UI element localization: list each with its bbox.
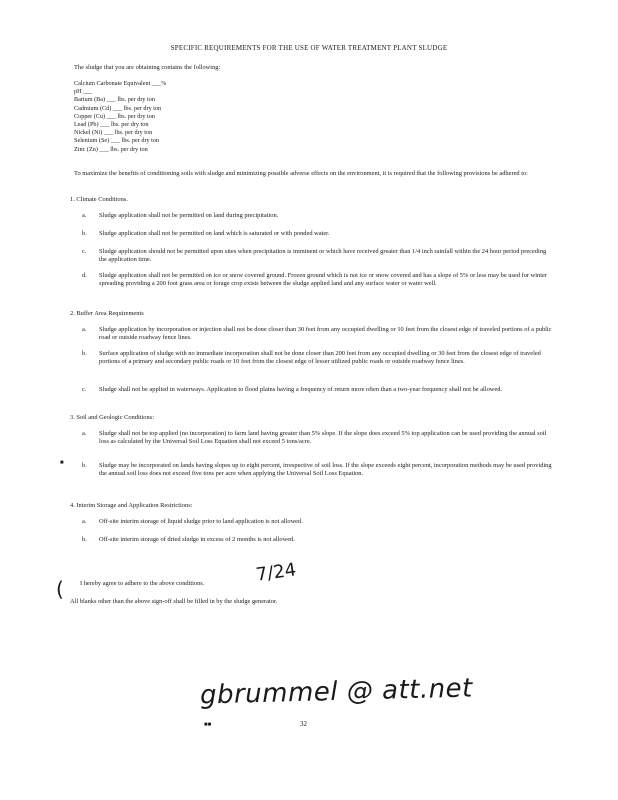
list-item	[82, 326, 552, 342]
item-text: Sludge may be incorporated on lands having slopes up to eight percent, irrespective of soil loss. If the slope exceeds eight percent, incorporation methods may be used providing the annual soil loss does not exceed five tons per acre when applying the Universal Soil Loss Equation.	[99, 462, 552, 477]
section-heading: 3. Soil and Geologic Conditions:	[70, 414, 154, 421]
component-item: Nickel (Ni) ___ lbs. per dry ton	[74, 129, 153, 137]
component-item: Cadmium (Cd) ___ lbs. per dry ton	[74, 104, 162, 112]
item-letter: a.	[82, 212, 87, 219]
item-letter: a.	[82, 430, 87, 437]
document-title: SPECIFIC REQUIREMENTS FOR THE USE OF WATER TREATMENT PLANT SLUDGE	[170, 44, 448, 52]
list-item	[82, 536, 552, 544]
component-list	[74, 80, 166, 154]
list-item	[82, 272, 552, 288]
list-item	[82, 462, 552, 478]
item-text: Sludge shall not be top applied (no incorporation) to farm land having greater than 5% slope. If the slope does exceed 5% top application can be used providing the annual soil loss as calculated by the Universal Soil Loss Equation shall not exceed 5 tons/acre.	[99, 430, 547, 445]
item-text: Sludge application should not be permitted upon sites when precipitation is imminent or which have received greater than 1/4 inch rainfall within the 24 hour period preceding the application time.	[99, 248, 547, 263]
component-item: Zinc (Zn) ___ lbs. per dry ton	[74, 145, 148, 153]
item-text: Sludge application shall not be permitted on ice or snow covered ground. Frozen ground which is not ice or snow covered and has a slope of 5% or less may be used for winter spreading providing a 200 foot grass area or forage crop exists between the sludge applied land and any surface water or water well.	[99, 272, 547, 287]
handwritten-email: gbrummel @ att.net	[199, 673, 474, 711]
component-item: Calcium Carbonate Equivalent ___%	[74, 80, 167, 87]
list-item	[82, 248, 552, 264]
item-letter: c.	[82, 386, 87, 393]
component-item: Barium (Ba) ___ lbs. per dry ton	[74, 96, 155, 104]
section-heading: 2. Buffer Area Requirements	[70, 310, 144, 317]
item-text: Sludge application by incorporation or injection shall not be done closer than 30 feet from any occupied dwelling or 10 feet from the closest edge of traveled portions of a public road or outside roadway fence lines.	[99, 326, 552, 341]
list-item	[82, 518, 552, 526]
item-letter: a.	[82, 326, 87, 333]
item-letter: b.	[82, 350, 87, 357]
list-item	[82, 350, 552, 366]
item-text: Surface application of sludge with no immediate incorporation shall not be done closer than 200 feet from any occupied dwelling or 30 feet from the closest edge of traveled portions of a primary and secondary public roads or 10 feet from the closest edge of lesser utilized public roads or outside roadway fence lines.	[99, 350, 541, 365]
component-item: Lead (Pb) ___ lbs. per dry ton	[74, 121, 149, 129]
item-text: Off-site interim storage of dried sludge in excess of 2 months is not allowed.	[99, 536, 295, 543]
page-number: 32	[300, 720, 307, 728]
item-letter: d.	[82, 272, 87, 279]
agreement-statement: I hereby agree to adhere to the above conditions.	[80, 580, 205, 587]
margin-mark: ■	[60, 460, 64, 466]
list-item	[82, 212, 552, 220]
requirements-paragraph: To maximize the benefits of conditioning soils with sludge and minimizing possible adverse effects on the environment, it is required that the following provisions be adhered to:	[74, 170, 528, 177]
list-item	[82, 386, 552, 394]
component-item: Copper (Cu) ___ lbs. per dry ton	[74, 112, 155, 120]
item-letter: b.	[82, 462, 87, 469]
item-text: Sludge application shall not be permitted on land which is saturated or with ponded water.	[99, 230, 330, 237]
intro-text: The sludge that you are obtaining contains the following:	[74, 64, 221, 71]
item-text: Sludge application shall not be permitted on land during precipitation.	[99, 212, 279, 219]
item-letter: b.	[82, 536, 87, 543]
component-item: pH ___	[74, 88, 93, 96]
footer-note: All blanks other than the above sign-off shall be filled in by the sludge generator.	[70, 598, 278, 605]
item-letter: c.	[82, 248, 87, 255]
handwritten-date: 7/24	[254, 559, 298, 586]
item-text: Off-site interim storage of liquid sludge prior to land application is not allowed.	[99, 518, 303, 525]
item-letter: b.	[82, 230, 87, 237]
component-item: Selenium (Se) ___ lbs. per dry ton	[74, 137, 160, 145]
section-heading: 1. Climate Conditions.	[70, 196, 128, 203]
list-item	[82, 430, 552, 446]
margin-mark: ■■	[204, 722, 212, 728]
item-text: Sludge shall not be applied in waterways. Application to flood plains having a frequency of return more often than a two-year frequency shall not be allowed.	[99, 386, 503, 393]
list-item	[82, 230, 552, 238]
section-heading: 4. Interim Storage and Application Restrictions:	[70, 502, 193, 509]
handwritten-check-mark: (	[56, 577, 64, 601]
item-letter: a.	[82, 518, 87, 525]
